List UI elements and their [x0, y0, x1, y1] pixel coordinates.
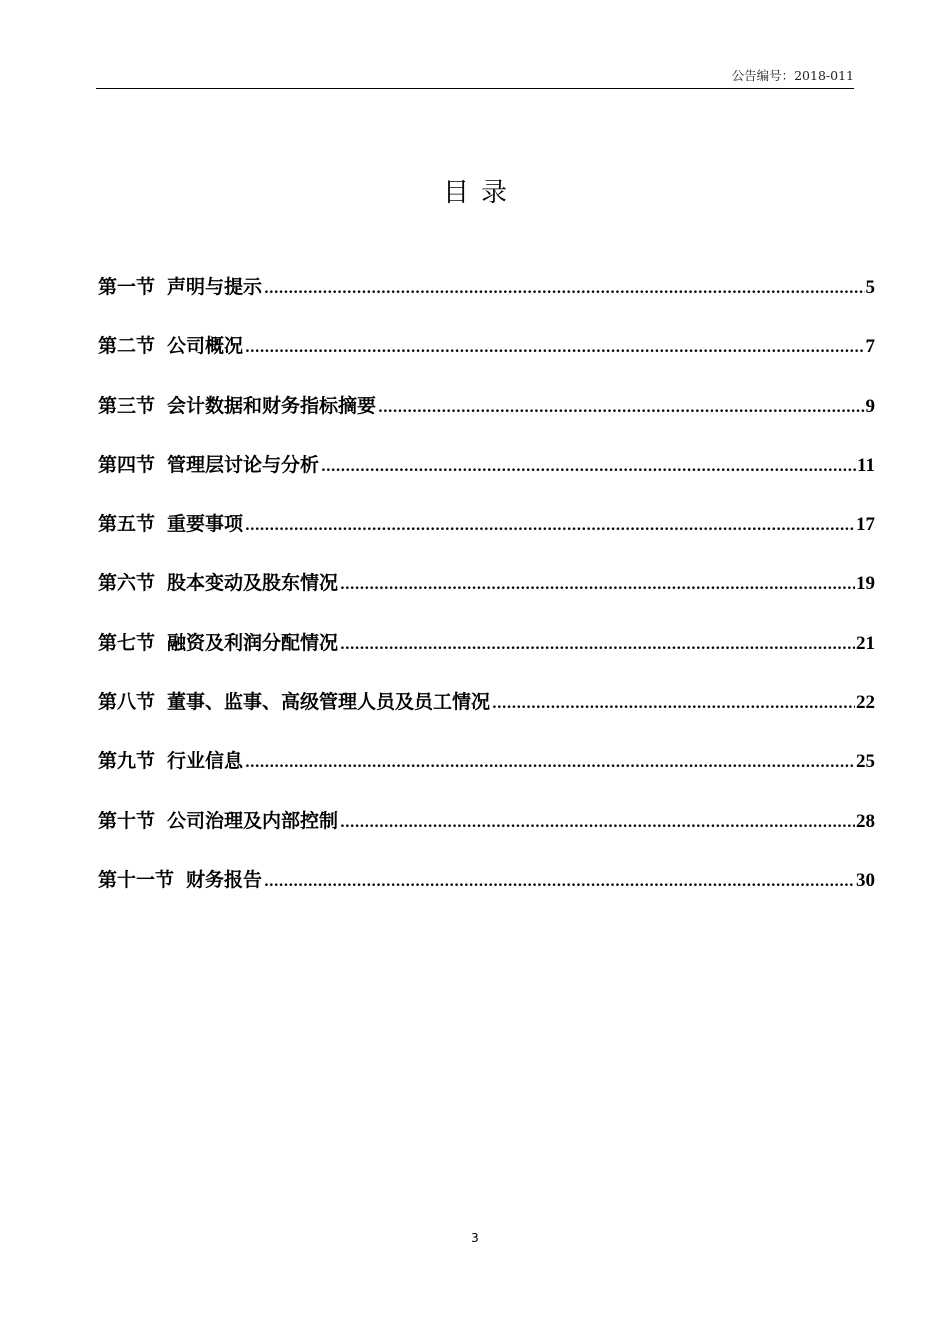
toc-section-number: 第六节: [98, 572, 156, 595]
toc-section-number: 第七节: [98, 631, 156, 654]
toc-section-number: 第五节: [98, 513, 156, 536]
toc-entry[interactable]: [98, 509, 875, 568]
page-number: 3: [471, 1231, 479, 1245]
toc-dot-leader: [245, 340, 864, 356]
toc-section-number: 第四节: [98, 453, 156, 476]
toc-section-title: 行业信息: [167, 750, 244, 773]
toc-dot-leader: [340, 815, 855, 831]
toc-dot-leader: [264, 281, 864, 297]
toc-page-number: 22: [856, 692, 875, 714]
toc-dot-leader: [340, 577, 855, 593]
page-header: [96, 66, 854, 89]
toc-page-number: 9: [865, 395, 875, 417]
toc-dot-leader: [245, 755, 855, 771]
toc-section-title: 管理层讨论与分析: [167, 453, 320, 476]
toc-page-number: 17: [856, 514, 875, 536]
toc-section-number: 第二节: [98, 335, 156, 358]
toc-page-number: 11: [857, 454, 875, 476]
toc-page-number: 21: [856, 632, 875, 654]
toc-section-title: 股本变动及股东情况: [167, 572, 339, 595]
toc-entry[interactable]: [98, 806, 875, 865]
toc-entry[interactable]: [98, 450, 875, 509]
toc-entry[interactable]: [98, 272, 875, 331]
toc-section-title: 财务报告: [186, 868, 263, 891]
toc-section-title: 会计数据和财务指标摘要: [167, 394, 377, 417]
toc-section-title: 公司概况: [167, 335, 244, 358]
toc-section-number: 第一节: [98, 276, 156, 298]
toc-section-title: 董事、监事、高级管理人员及员工情况: [167, 691, 491, 714]
toc-entry[interactable]: [98, 331, 875, 390]
toc-section-number: 第十节: [98, 809, 156, 832]
toc-page-number: 5: [865, 277, 875, 298]
toc-entry[interactable]: [98, 568, 875, 627]
toc-dot-leader: [264, 874, 855, 890]
toc-dot-leader: [340, 637, 855, 653]
toc-section-number: 第八节: [98, 691, 156, 714]
toc-dot-leader: [492, 696, 855, 712]
toc-dot-leader: [378, 400, 864, 416]
toc-section-number: 第十一节: [98, 868, 175, 891]
toc-section-title: 重要事项: [167, 513, 244, 536]
toc-section-title: 声明与提示: [167, 276, 263, 298]
toc-section-number: 第三节: [98, 394, 156, 417]
toc-title: 目录: [442, 178, 519, 208]
toc-page-number: 19: [856, 573, 875, 595]
toc-section-title: 公司治理及内部控制: [167, 809, 339, 832]
toc-section-number: 第九节: [98, 750, 156, 773]
toc-entry[interactable]: [98, 746, 875, 805]
toc-page-number: 7: [865, 336, 875, 358]
table-of-contents: [98, 272, 875, 924]
toc-entry[interactable]: [98, 628, 875, 687]
toc-page-number: 28: [856, 810, 875, 832]
toc-section-title: 融资及利润分配情况: [167, 631, 339, 654]
announcement-code: 公告编号：2018-011: [731, 68, 854, 83]
toc-page-number: 25: [856, 751, 875, 773]
toc-entry[interactable]: [98, 391, 875, 450]
toc-dot-leader: [245, 518, 855, 534]
toc-entry[interactable]: [98, 865, 875, 924]
toc-dot-leader: [321, 459, 856, 475]
toc-page-number: 30: [856, 869, 875, 891]
toc-entry[interactable]: [98, 687, 875, 746]
